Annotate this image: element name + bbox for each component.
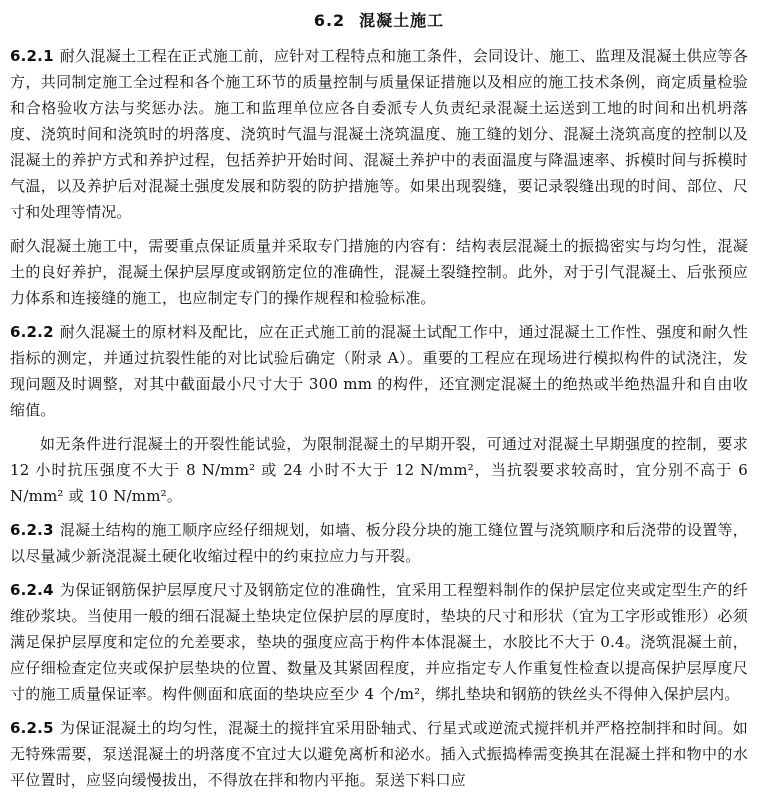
section-title: 混凝土施工: [359, 11, 445, 30]
paragraph-6-2-2: [10, 319, 748, 423]
paragraph-6-2-4: [10, 577, 748, 707]
clause-number: 6.2.3: [10, 521, 54, 539]
paragraph-text: 为保证钢筋保护层厚度尺寸及钢筋定位的准确性，宜采用工程塑料制作的保护层定位夹或定型生产的纤维砂浆块。当使用一般的细石混凝土垫块定位保护层的厚度时，垫块的尺寸和形状（宜为工字形或锥形）必须满足保护层厚度和定位的允差要求，垫块的强度应高于构件本体混凝土，水胶比不大于 0.4。浇筑混凝土前，应仔细检查定位夹或保护层垫块的位置、数量及其紧固程度，并应指定专人作重复性检查以提高保护层厚度尺寸的施工质量保证率。构件侧面和底面的垫块应至少 4 个/m²，绑扎垫块和钢筋的铁丝头不得伸入保护层内。: [10, 581, 748, 703]
paragraph-6-2-2-cont: [10, 431, 748, 509]
paragraph-text: 混凝土结构的施工顺序应经仔细规划，如墙、板分段分块的施工缝位置与浇筑顺序和后浇带的设置等，以尽量减少新浇混凝土硬化收缩过程中的约束拉应力与开裂。: [10, 521, 748, 565]
paragraph-text: 耐久混凝土工程在正式施工前，应针对工程特点和施工条件，会同设计、施工、监理及混凝土供应等各方，共同制定施工全过程和各个施工环节的质量控制与质量保证措施以及相应的施工技术条例，商定质量检验和合格验收方法与奖惩办法。施工和监理单位应各自委派专人负责纪录混凝土运送到工地的时间和出机坍落度、浇筑时间和浇筑时的坍落度、浇筑时气温与混凝土浇筑温度、施工缝的划分、混凝土浇筑高度的控制以及混凝土的养护方式和养护过程，包括养护开始时间、混凝土养护中的表面温度与降温速率、拆模时间与拆模时气温，以及养护后对混凝土强度发展和防裂的防护措施等。如果出现裂缝，要记录裂缝出现的时间、部位、尺寸和处理等情况。: [10, 47, 748, 221]
paragraph-text: 耐久混凝土的原材料及配比，应在正式施工前的混凝土试配工作中，通过混凝土工作性、强度和耐久性指标的测定，并通过抗裂性能的对比试验后确定（附录 A）。重要的工程应在现场进行模拟构件的试浇注，发现问题及时调整，对其中截面最小尺寸大于 300 mm 的构件，还宜测定混凝土的绝热或半绝热温升和自由收缩值。: [10, 323, 748, 419]
clause-number: 6.2.4: [10, 581, 54, 599]
section-number: 6.2: [313, 11, 346, 30]
clause-number: 6.2.1: [10, 47, 54, 65]
paragraph-text: 为保证混凝土的均匀性，混凝土的搅拌宜采用卧轴式、行星式或逆流式搅拌机并严格控制拌和时间。如无特殊需要，泵送混凝土的坍落度不宜过大以避免离析和泌水。插入式振捣棒需变换其在混凝土拌和物中的水平位置时，应竖向缓慢拔出，不得放在拌和物内平拖。泵送下料口应: [10, 719, 748, 789]
section-heading: [10, 8, 748, 31]
paragraph-text: 耐久混凝土施工中，需要重点保证质量并采取专门措施的内容有：结构表层混凝土的振捣密实与均匀性，混凝土的良好养护，混凝土保护层厚度或钢筋定位的准确性，混凝土裂缝控制。此外，对于引气混凝土、后张预应力体系和连接缝的施工，也应制定专门的操作规程和检验标准。: [10, 237, 748, 307]
clause-number: 6.2.2: [10, 323, 54, 341]
paragraph-6-2-3: [10, 517, 748, 569]
paragraph-6-2-1: [10, 43, 748, 225]
paragraph-6-2-5: [10, 715, 748, 793]
paragraph-6-2-1-cont: [10, 233, 748, 311]
paragraph-text: 如无条件进行混凝土的开裂性能试验，为限制混凝土的早期开裂，可通过对混凝土早期强度的控制，要求 12 小时抗压强度不大于 8 N/mm² 或 24 小时不大于 12 N/mm²，当抗裂要求较高时，宜分别不高于 6 N/mm² 或 10 N/mm²。: [10, 435, 748, 505]
clause-number: 6.2.5: [10, 719, 54, 737]
